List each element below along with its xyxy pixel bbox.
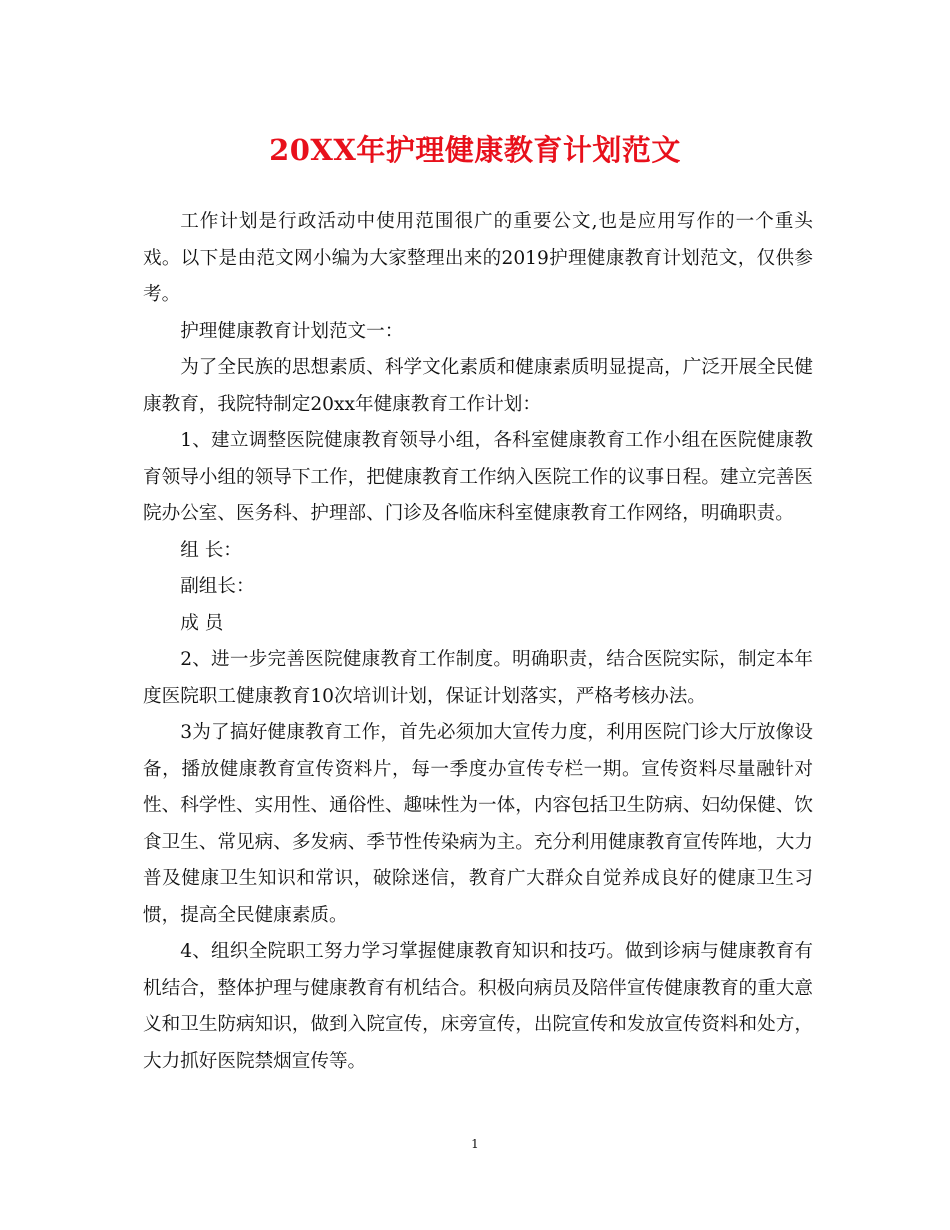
paragraph-item-3: 3为了搞好健康教育工作，首先必须加大宣传力度，利用医院门诊大厅放像设备，播放健康教育宣传资料片，每一季度办宣传专栏一期。宣传资料尽量融针对性、科学性、实用性、通俗性、趣味性为一体，内容包括卫生防病、妇幼保健、饮食卫生、常见病、多发病、季节性传染病为主。充分利用健康教育宣传阵地，大力普及健康卫生知识和常识，破除迷信，教育广大群众自觉养成良好的健康卫生习惯，提高全民健康素质。 <box>143 722 813 926</box>
document-body <box>143 204 813 1080</box>
paragraph-item-4: 4、组织全院职工努力学习掌握健康教育知识和技巧。做到诊病与健康教育有机结合，整体护理与健康教育有机结合。积极向病员及陪伴宣传健康教育的重大意义和卫生防病知识，做到入院宣传，床旁宣传，出院宣传和发放宣传资料和处方，大力抓好医院禁烟宣传等。 <box>143 941 813 1072</box>
paragraph-intro: 工作计划是行政活动中使用范围很广的重要公文,也是应用写作的一个重头戏。以下是由范文网小编为大家整理出来的2019护理健康教育计划范文，仅供参考。 <box>143 211 813 305</box>
paragraph-heading-example-one: 护理健康教育计划范文一： <box>180 320 404 342</box>
paragraph-leader: 组 长： <box>180 539 242 561</box>
document-title: 20XX年护理健康教育计划范文 <box>269 133 681 167</box>
paragraph-item-2: 2、进一步完善医院健康教育工作制度。明确职责，结合医院实际，制定本年度医院职工健康教育10次培训计划，保证计划落实，严格考核办法。 <box>143 649 813 707</box>
paragraph-item-1: 1、建立调整医院健康教育领导小组，各科室健康教育工作小组在医院健康教育领导小组的领导下工作，把健康教育工作纳入医院工作的议事日程。建立完善医院办公室、医务科、护理部、门诊及各临床科室健康教育工作网络，明确职责。 <box>143 430 813 524</box>
paragraph-purpose: 为了全民族的思想素质、科学文化素质和健康素质明显提高，广泛开展全民健康教育，我院特制定20xx年健康教育工作计划： <box>143 357 813 415</box>
paragraph-members: 成 员 <box>180 612 224 634</box>
paragraph-deputy-leader: 副组长： <box>180 576 255 597</box>
page-number: 1 <box>471 1137 479 1151</box>
